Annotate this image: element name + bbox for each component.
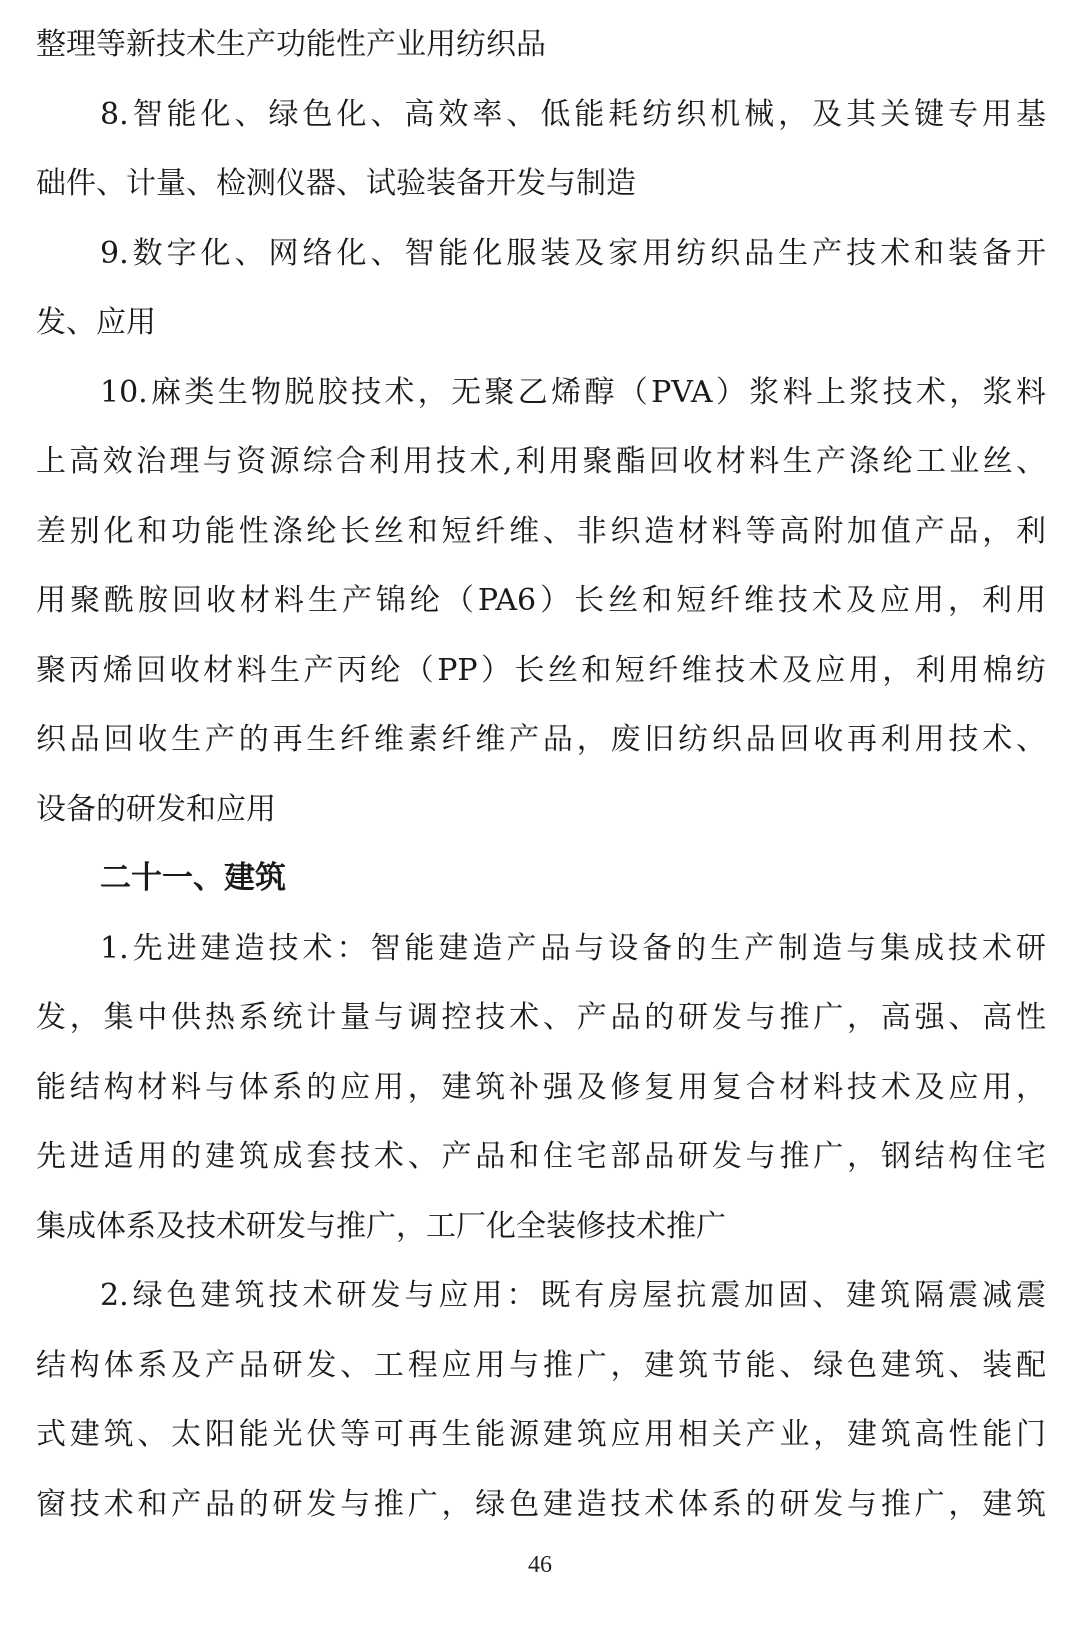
text-line: 整理等新技术生产功能性产业用纺织品	[36, 27, 546, 62]
list-item-8: 8.智能化、绿色化、高效率、低能耗纺织机械，及其关键专用基	[100, 96, 1046, 132]
text-line: 差别化和功能性涤纶长丝和短纤维、非织造材料等高附加值产品，利	[36, 513, 1046, 549]
text-line: 上高效治理与资源综合利用技术,利用聚酯回收材料生产涤纶工业丝、	[36, 444, 1046, 479]
list-item-9: 9.数字化、网络化、智能化服装及家用纺织品生产技术和装备开	[100, 235, 1046, 271]
text-line: 集成体系及技术研发与推广，工厂化全装修技术推广	[36, 1208, 726, 1244]
text-line: 窗技术和产品的研发与推广，绿色建造技术体系的研发与推广，建筑	[36, 1486, 1046, 1522]
text-line: 先进适用的建筑成套技术、产品和住宅部品研发与推广，钢结构住宅	[36, 1139, 1046, 1174]
text-line: 础件、计量、检测仪器、试验装备开发与制造	[36, 166, 636, 201]
text-line: 结构体系及产品研发、工程应用与推广，建筑节能、绿色建筑、装配	[36, 1347, 1046, 1383]
list-item-1: 1.先进建造技术：智能建造产品与设备的生产制造与集成技术研	[100, 930, 1046, 966]
section-heading: 二十一、建筑	[100, 860, 286, 896]
text-line: 发，集中供热系统计量与调控技术、产品的研发与推广，高强、高性	[36, 1000, 1046, 1035]
document-page	[36, 0, 1046, 1632]
text-line: 式建筑、太阳能光伏等可再生能源建筑应用相关产业，建筑高性能门	[36, 1417, 1046, 1452]
body-text	[36, 10, 1046, 1539]
text-line: 设备的研发和应用	[36, 791, 276, 827]
text-line: 聚丙烯回收材料生产丙纶（PP）长丝和短纤维技术及应用，利用棉纺	[36, 652, 1046, 688]
text-line: 织品回收生产的再生纤维素纤维产品，废旧纺织品回收再利用技术、	[36, 722, 1046, 757]
list-item-2: 2.绿色建筑技术研发与应用：既有房屋抗震加固、建筑隔震减震	[100, 1278, 1046, 1313]
text-line: 发、应用	[36, 305, 156, 340]
text-line: 能结构材料与体系的应用，建筑补强及修复用复合材料技术及应用，	[36, 1069, 1046, 1105]
list-item-10: 10.麻类生物脱胶技术，无聚乙烯醇（PVA）浆料上浆技术，浆料	[100, 374, 1046, 410]
text-line: 用聚酰胺回收材料生产锦纶（PA6）长丝和短纤维技术及应用，利用	[36, 583, 1046, 618]
page-number: 46	[528, 1552, 552, 1578]
